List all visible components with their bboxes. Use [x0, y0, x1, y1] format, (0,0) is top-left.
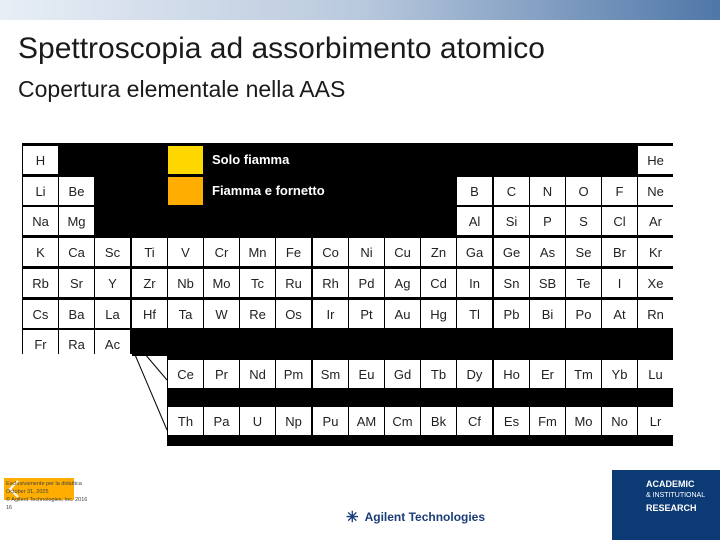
element-lr: Lr — [638, 407, 673, 435]
element-re: Re — [240, 300, 275, 328]
academic-research-badge — [612, 470, 720, 540]
element-co: Co — [313, 238, 348, 266]
element-ar: Ar — [638, 207, 673, 235]
legend-furnace-swatch — [168, 177, 203, 205]
element-zr: Zr — [132, 269, 167, 297]
element-v: V — [168, 238, 203, 266]
element-sm: Sm — [313, 360, 348, 388]
element-tm: Tm — [566, 360, 601, 388]
element-si: Si — [494, 207, 529, 235]
element-fe: Fe — [276, 238, 311, 266]
element-ra: Ra — [59, 330, 94, 358]
element-mo: Mo — [566, 407, 601, 435]
element-sn: Sn — [494, 269, 529, 297]
element-nd: Nd — [240, 360, 275, 388]
page-title: Spettroscopia ad assorbimento atomico — [18, 32, 545, 65]
element-cm: Cm — [385, 407, 420, 435]
element-f: F — [602, 177, 637, 205]
element-n: N — [530, 177, 565, 205]
element-na: Na — [23, 207, 58, 235]
footnote-line: © Agilent Technologies, Inc. 2016 — [6, 497, 88, 503]
element-ac: Ac — [95, 330, 130, 358]
element-in: In — [457, 269, 492, 297]
element-lu: Lu — [638, 360, 673, 388]
legend-furnace-label: Fiamma e fornetto — [212, 183, 325, 198]
element-fr: Fr — [23, 330, 58, 358]
element-zn: Zn — [421, 238, 456, 266]
element-rh: Rh — [313, 269, 348, 297]
program-line: RESEARCH — [646, 503, 697, 513]
element-bi: Bi — [530, 300, 565, 328]
footnote-line: 16 — [6, 505, 13, 511]
element-cd: Cd — [421, 269, 456, 297]
element-bk: Bk — [421, 407, 456, 435]
element-ce: Ce — [168, 360, 203, 388]
element-pm: Pm — [276, 360, 311, 388]
element-kr: Kr — [638, 238, 673, 266]
element-p: P — [530, 207, 565, 235]
element-es: Es — [494, 407, 529, 435]
element-cs: Cs — [23, 300, 58, 328]
element-tb: Tb — [421, 360, 456, 388]
element-cf: Cf — [457, 407, 492, 435]
element-yb: Yb — [602, 360, 637, 388]
element-dy: Dy — [457, 360, 492, 388]
element-as: As — [530, 238, 565, 266]
footnote-line: October 31, 2025 — [6, 489, 49, 495]
element-te: Te — [566, 269, 601, 297]
element-ir: Ir — [313, 300, 348, 328]
element-po: Po — [566, 300, 601, 328]
element-ru: Ru — [276, 269, 311, 297]
element-sr: Sr — [59, 269, 94, 297]
element-se: Se — [566, 238, 601, 266]
element-cl: Cl — [602, 207, 637, 235]
page-subtitle: Copertura elementale nella AAS — [18, 76, 346, 102]
element-gd: Gd — [385, 360, 420, 388]
element-mg: Mg — [59, 207, 94, 235]
element-th: Th — [168, 407, 203, 435]
element-au: Au — [385, 300, 420, 328]
element-os: Os — [276, 300, 311, 328]
element-pr: Pr — [204, 360, 239, 388]
element-b: B — [457, 177, 492, 205]
program-line: & INSTITUTIONAL — [646, 492, 706, 499]
element-pb: Pb — [494, 300, 529, 328]
element-pa: Pa — [204, 407, 239, 435]
element-no: No — [602, 407, 637, 435]
element-am: AM — [349, 407, 384, 435]
element-la: La — [95, 300, 130, 328]
element-sc: Sc — [95, 238, 130, 266]
element-xe: Xe — [638, 269, 673, 297]
element-rn: Rn — [638, 300, 673, 328]
element-rb: Rb — [23, 269, 58, 297]
element-li: Li — [23, 177, 58, 205]
program-line: ACADEMIC — [646, 479, 695, 489]
element-mo: Mo — [204, 269, 239, 297]
element-k: K — [23, 238, 58, 266]
element-ba: Ba — [59, 300, 94, 328]
element-ti: Ti — [132, 238, 167, 266]
element-be: Be — [59, 177, 94, 205]
element-pu: Pu — [313, 407, 348, 435]
legend-flame-label: Solo fiamma — [212, 152, 290, 167]
element-mn: Mn — [240, 238, 275, 266]
element-ga: Ga — [457, 238, 492, 266]
element-ni: Ni — [349, 238, 384, 266]
element-y: Y — [95, 269, 130, 297]
footnote-line: Esclusivamente per la didattica — [6, 481, 82, 487]
spark-icon: ✳ — [346, 509, 359, 526]
element-np: Np — [276, 407, 311, 435]
element-nb: Nb — [168, 269, 203, 297]
element-u: U — [240, 407, 275, 435]
element-br: Br — [602, 238, 637, 266]
element-c: C — [494, 177, 529, 205]
legend-flame-swatch — [168, 146, 203, 174]
element-sb: SB — [530, 269, 565, 297]
element-cr: Cr — [204, 238, 239, 266]
element-cu: Cu — [385, 238, 420, 266]
element-tc: Tc — [240, 269, 275, 297]
element-ho: Ho — [494, 360, 529, 388]
element-tl: Tl — [457, 300, 492, 328]
element-fm: Fm — [530, 407, 565, 435]
element-at: At — [602, 300, 637, 328]
element-hf: Hf — [132, 300, 167, 328]
element-hg: Hg — [421, 300, 456, 328]
agilent-logo — [346, 508, 485, 526]
element-he: He — [638, 146, 673, 174]
element-ne: Ne — [638, 177, 673, 205]
element-al: Al — [457, 207, 492, 235]
element-ca: Ca — [59, 238, 94, 266]
element-o: O — [566, 177, 601, 205]
element-h: H — [23, 146, 58, 174]
element-s: S — [566, 207, 601, 235]
brand-name: Agilent Technologies — [364, 510, 486, 524]
element-i: I — [602, 269, 637, 297]
element-er: Er — [530, 360, 565, 388]
element-eu: Eu — [349, 360, 384, 388]
element-pd: Pd — [349, 269, 384, 297]
element-ag: Ag — [385, 269, 420, 297]
element-ta: Ta — [168, 300, 203, 328]
element-ge: Ge — [494, 238, 529, 266]
element-w: W — [204, 300, 239, 328]
footnote — [6, 480, 87, 512]
element-pt: Pt — [349, 300, 384, 328]
